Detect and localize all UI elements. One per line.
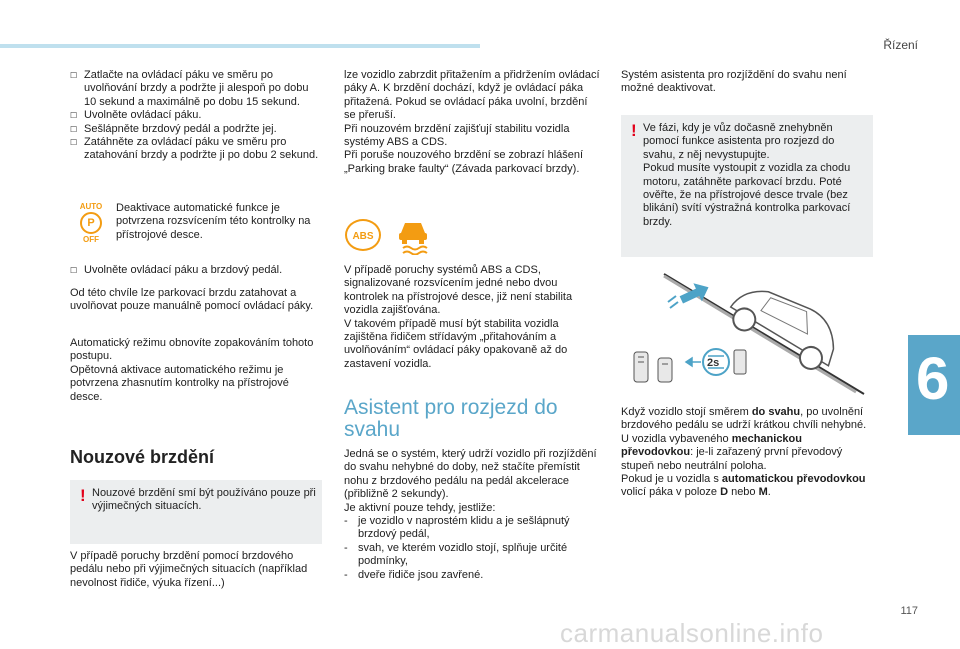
hill-start-illustration xyxy=(624,262,874,403)
timer-label: 2s xyxy=(707,357,720,369)
warning-box xyxy=(70,480,322,544)
stability-control-icon xyxy=(395,217,431,260)
paragraph: Od této chvíle lze parkovací brzdu zatahovat a uvolňovat pouze manuálně pomocí ovládací páky. xyxy=(70,287,314,313)
page-number: 117 xyxy=(900,605,918,617)
auto-deactivation-text: Deaktivace automatické funkce je potvrzena rozsvícením této kontrolky na přístrojové desce. xyxy=(116,202,311,241)
list-item: - je vozidlo v naprostém klidu a je sešlápnutý brzdový pedál, xyxy=(344,515,602,542)
list-item: ☐ Uvolněte ovládací páku a brzdový pedál. xyxy=(70,264,320,277)
paragraph: V případě poruchy systémů ABS a CDS, signalizované rozsvícením jedné nebo dvou kontrolek na přístrojové desce, již není stabilita vozidla zajišťována. V takovém případě musí být stabilita vozidla zajištěna řidičem střídavým „přitahováním a uvolňováním“ ovládací páky opakovaně až do zastavení vozidla. xyxy=(344,264,573,370)
warning-icon: ! xyxy=(631,121,637,140)
warning-text: Ve fázi, kdy je vůz dočasně znehybněn pomocí funkce asistenta pro rozjezd do svahu, z něj nevystupujte. Pokud musíte vystoupit z vozidla za chodu motoru, zatáhněte parkovací brzdu. Poté ověřte, že na přístrojové desce trvale (bez blikání) svítí výstražná kontrolka parkovací brzdy. xyxy=(643,122,851,228)
auto-p-off-icon: AUTO P OFF xyxy=(79,202,103,244)
warning-box xyxy=(621,115,873,257)
header-rule xyxy=(0,44,480,48)
list-item: ☐ Zatáhněte za ovládací páku ve směru pro zatahování brzdy a podržte ji po dobu 2 sekund. xyxy=(70,136,320,163)
heading-emergency-braking: Nouzové brzdění xyxy=(70,447,215,467)
steps-list-1 xyxy=(70,69,320,163)
abs-warning-icon xyxy=(345,219,381,251)
paragraph: Když vozidlo stojí směrem do svahu, po uvolnění brzdového pedálu se udrží krátkou chvíli nehybné. U vozidla vybaveného mechanickou převodovkou: je-li zařazený první převodový stupeň nebo neutrální poloha. Pokud je u vozidla s automatickou převodovkou volicí páka v poloze D nebo M. xyxy=(621,406,867,499)
paragraph: V případě poruchy brzdění pomocí brzdového pedálu nebo při výjimečných situacích (například nevolnost řidiče, výuka řízení...) xyxy=(70,550,308,589)
paragraph: lze vozidlo zabrzdit přitažením a přidržením ovládací páky A. K brzdění dochází, když je ovládací páka přitažená. Pokud se ovládací páka uvolní, brzdění se přeruší. Při nouzovém brzdění zajišťují stabilitu vozidla systémy ABS a CDS. Při poruše nouzového brzdění se zobrazí hlášení „Parking brake faulty“ (Závada parkovací brzdy). xyxy=(344,69,600,175)
warning-text: Nouzové brzdění smí být používáno pouze při výjimečných situacích. xyxy=(92,487,316,513)
warning-icon: ! xyxy=(80,486,86,505)
paragraph: Jedná se o systém, který udrží vozidlo při rozjíždění do svahu nehybné do doby, než stačíte přemístit nohu z brzdového pedálu na pedál akcelerace (přibližně 2 sekundy). Je aktivní pouze tehdy, jestliže: - je vozidlo v naprostém klidu a je sešlápnutý brzdový pedál, - svah, ve kterém vozidlo stojí, splňuje určité podmínky, - dveře řidiče jsou zavřené. xyxy=(344,448,602,582)
steps-list-2 xyxy=(70,264,320,277)
list-item: - svah, ve kterém vozidlo stojí, splňuje určité podmínky, xyxy=(344,542,602,569)
list-item: - dveře řidiče jsou zavřené. xyxy=(344,569,602,582)
abs-label: ABS xyxy=(352,231,374,242)
paragraph: Systém asistenta pro rozjíždění do svahu není možné deaktivovat. xyxy=(621,69,847,95)
list-item: ☐ Uvolněte ovládací páku. xyxy=(70,109,320,122)
paragraph: Automatický režimu obnovíte zopakováním tohoto postupu. Opětovná aktivace automatického režimu je potvrzena zhasnutím kontrolky na přístrojové desce. xyxy=(70,337,314,403)
list-item: ☐ Sešlápněte brzdový pedál a podržte jej. xyxy=(70,123,320,136)
section-title: Řízení xyxy=(883,38,918,52)
chapter-number: 6 xyxy=(916,345,950,412)
watermark: carmanualsonline.info xyxy=(560,618,824,648)
heading-hill-start-assist: Asistent pro rozjezd do svahu xyxy=(344,396,558,441)
list-item: ☐ Zatlačte na ovládací páku ve směru po uvolňování brzdy a podržte ji alespoň po dobu 10 sekund a maximálně po dobu 15 sekund. xyxy=(70,69,320,109)
conditions-list xyxy=(344,515,602,582)
